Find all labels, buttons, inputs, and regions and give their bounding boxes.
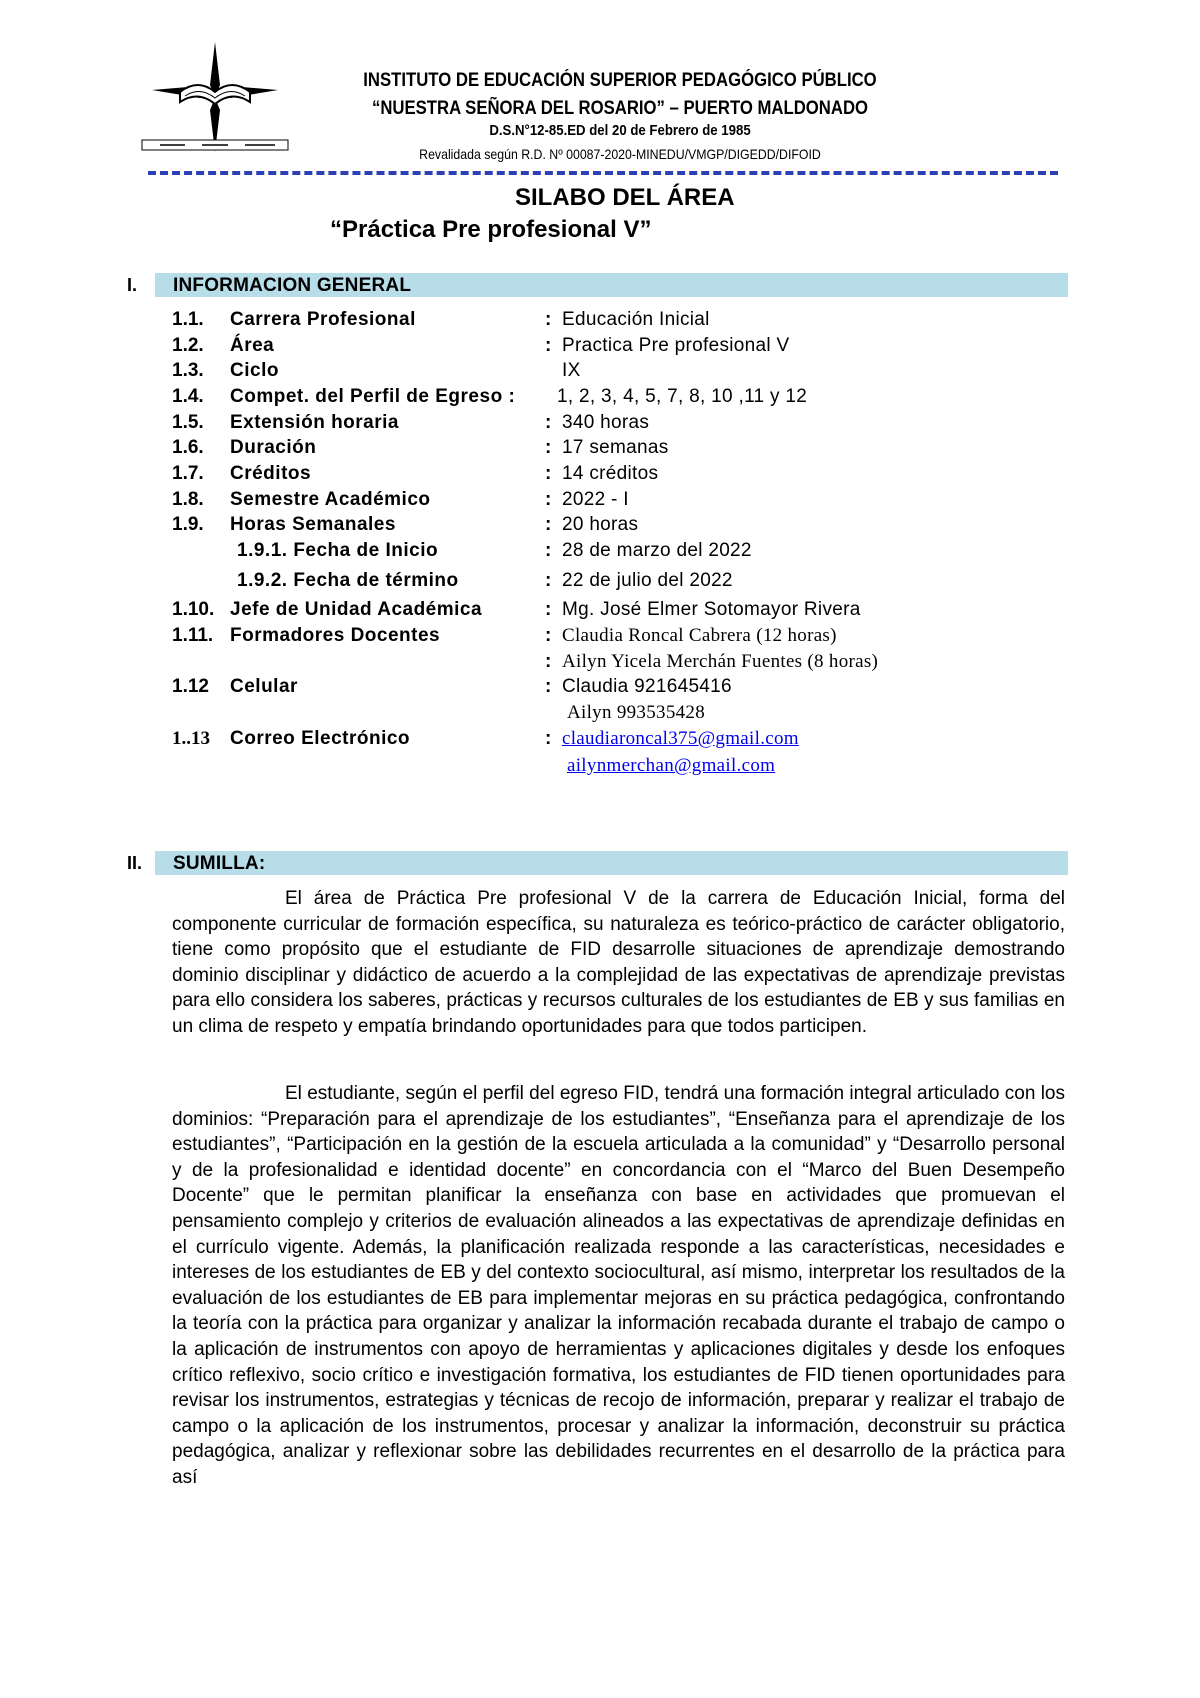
info-row [172,728,1072,754]
info-row-label: Carrera Profesional [230,309,416,330]
sumilla-paragraph-1: El área de Práctica Pre profesional V de la carrera de Educación Inicial, forma del componente curricular de formación específica, su naturaleza es teórico-práctico de carácter obligatorio, tiene como propósito que el estudiante de FID desarrolle situaciones de aprendizaje demostrando dominio disciplinar y didáctico de acuerdo a la complejidad de las expectativas de aprendizaje previstas para ello considera los saberes, prácticas y recursos culturales de los estudiantes de EB y sus familias en un clima de respeto y empatía brindando oportunidades para que todos participen. [172,888,1065,1037]
info-row [172,335,1072,361]
info-row-label: Formadores Docentes [230,625,441,646]
info-row-label: Semestre Académico [230,489,431,510]
info-row-value: 28 de marzo del 2022 [562,540,752,561]
info-row-label: 1.9.1. Fecha de Inicio [237,540,439,561]
info-row-value: 22 de julio del 2022 [562,570,733,591]
info-row [172,412,1072,438]
institution-name: INSTITUTO DE EDUCACIÓN SUPERIOR PEDAGÓGICO PÚBLICO [363,70,877,91]
info-row-number: 1.8. [172,489,204,510]
info-row-value: Ailyn Yicela Merchán Fuentes (8 horas) [562,651,879,672]
info-row [172,651,1072,677]
info-row-colon: : [545,412,552,433]
info-row-label: Duración [230,437,317,458]
info-row-colon: : [545,625,552,646]
sumilla-paragraph-2: El estudiante, según el perfil del egreso FID, tendrá una formación integral articulado con los dominios: “Preparación para el aprendizaje de los estudiantes”, “Enseñanza para el aprendizaje de los estudiantes”, “Participación en la gestión de la escuela articulada a la comunidad” y “Desarrollo personal y de la profesionalidad e identidad docente” en concordancia con el “Marco del Buen Desempeño Docente” que le permitan planificar la enseñanza con base en actividades que promuevan el pensamiento complejo y criterios de evaluación alineados a las expectativas de aprendizaje definidas en el currículo vigente. Además, la planificación realizada responde a las características, necesidades e intereses de los estudiantes de EB y del contexto sociocultural, así mismo, interpretar los resultados de la evaluación de los estudiantes de EB para implementar mejoras en su práctica pedagógica, confrontando la teoría con la práctica para organizar y analizar la información recabada durante el trabajo de campo o la aplicación de instrumentos con apoyo de herramientas y aplicaciones digitales y desde los enfoques crítico reflexivo, socio crítico e investigación formativa, los estudiantes de FID tienen oportunidades para revisar los instrumentos, estrategias y técnicas de recojo de información, preparar y realizar el trabajo de campo o la aplicación de los instrumentos, procesar y analizar la información, deconstruir su práctica pedagógica, analizar y reflexionar sobre las debilidades recurrentes en el desarrollo de la práctica para así [172,1083,1065,1488]
info-row-label: Área [230,335,275,356]
info-row-label: 1.9.2. Fecha de término [237,570,459,591]
info-row-colon: : [545,309,552,330]
info-row-label: Extensión horaria [230,412,399,433]
info-row [172,702,1072,728]
document-title: SILABO DEL ÁREA [515,184,735,211]
info-row-number: 1.10. [172,599,215,620]
info-row-value: 340 horas [562,412,650,433]
info-row [172,599,1072,625]
info-row-value: 1, 2, 3, 4, 5, 7, 8, 10 ,11 y 12 [557,386,808,407]
info-row-value: Educación Inicial [562,309,710,330]
info-row-colon: : [545,463,552,484]
info-row-colon: : [545,514,552,535]
section-2-number: II. [127,853,143,873]
info-row [172,463,1072,489]
section-2-bar [155,851,1068,875]
info-row [172,386,1072,412]
info-row-colon: : [545,728,552,749]
info-row-value: Practica Pre profesional V [562,335,790,356]
info-row-label: Correo Electrónico [230,728,411,749]
info-row-value: Mg. José Elmer Sotomayor Rivera [562,599,861,620]
info-row-colon: : [545,651,552,672]
info-row-value: 2022 - I [562,489,629,510]
info-row-value: 17 semanas [562,437,669,458]
revalidation-line: Revalidada según R.D. Nº 00087-2020-MINEDU/VMGP/DIGEDD/DIFOID [419,146,821,162]
info-row-number: 1.4. [172,386,204,407]
info-row-value: 14 créditos [562,463,659,484]
info-row-value: 20 horas [562,514,639,535]
info-row-value: Ailyn 993535428 [567,702,706,723]
info-row-colon: : [545,437,552,458]
info-row-value: Claudia 921645416 [562,676,732,697]
info-row [172,755,1072,781]
info-row-colon: : [545,335,552,356]
info-row-number: 1.3. [172,360,204,381]
header-divider [148,171,1058,175]
info-row [172,570,1072,596]
info-row-number: 1.12 [172,676,209,697]
info-row [172,489,1072,515]
info-row-number: 1.9. [172,514,204,535]
info-row-value: IX [562,360,581,381]
info-row [172,437,1072,463]
info-row [172,309,1072,335]
info-row-number: 1.2. [172,335,204,356]
info-row-label: Horas Semanales [230,514,396,535]
info-row-colon: : [545,599,552,620]
info-row-label: Jefe de Unidad Académica [230,599,483,620]
section-1-number: I. [127,275,138,295]
info-row-label: Ciclo [230,360,279,381]
info-row-label: Créditos [230,463,312,484]
institution-logo-icon [140,40,290,160]
info-row [172,540,1072,566]
info-row-number: 1.1. [172,309,204,330]
info-row-number: 1.11. [172,625,214,646]
info-row-label: Compet. del Perfil de Egreso : [230,386,516,407]
email-link[interactable]: claudiaroncal375@gmail.com [562,728,799,749]
info-row-number: 1.6. [172,437,204,458]
section-1-title: INFORMACION GENERAL [173,275,412,296]
info-row-colon: : [545,540,552,561]
info-row [172,676,1072,702]
section-2-title: SUMILLA: [173,853,266,874]
info-row-colon: : [545,570,552,591]
document-subtitle: “Práctica Pre profesional V” [330,216,652,243]
institution-subname: “NUESTRA SEÑORA DEL ROSARIO” – PUERTO MALDONADO [371,98,869,119]
info-row [172,360,1072,386]
info-row [172,625,1072,651]
info-row [172,514,1072,540]
info-row-colon: : [545,676,552,697]
info-row-number: 1..13 [172,728,210,749]
info-row-number: 1.7. [172,463,204,484]
email-link[interactable]: ailynmerchan@gmail.com [567,755,776,776]
info-row-number: 1.5. [172,412,204,433]
info-row-label: Celular [230,676,298,697]
info-row-value: Claudia Roncal Cabrera (12 horas) [562,625,837,646]
info-row-colon: : [545,489,552,510]
decree-line: D.S.N°12-85.ED del 20 de Febrero de 1985 [489,122,751,139]
